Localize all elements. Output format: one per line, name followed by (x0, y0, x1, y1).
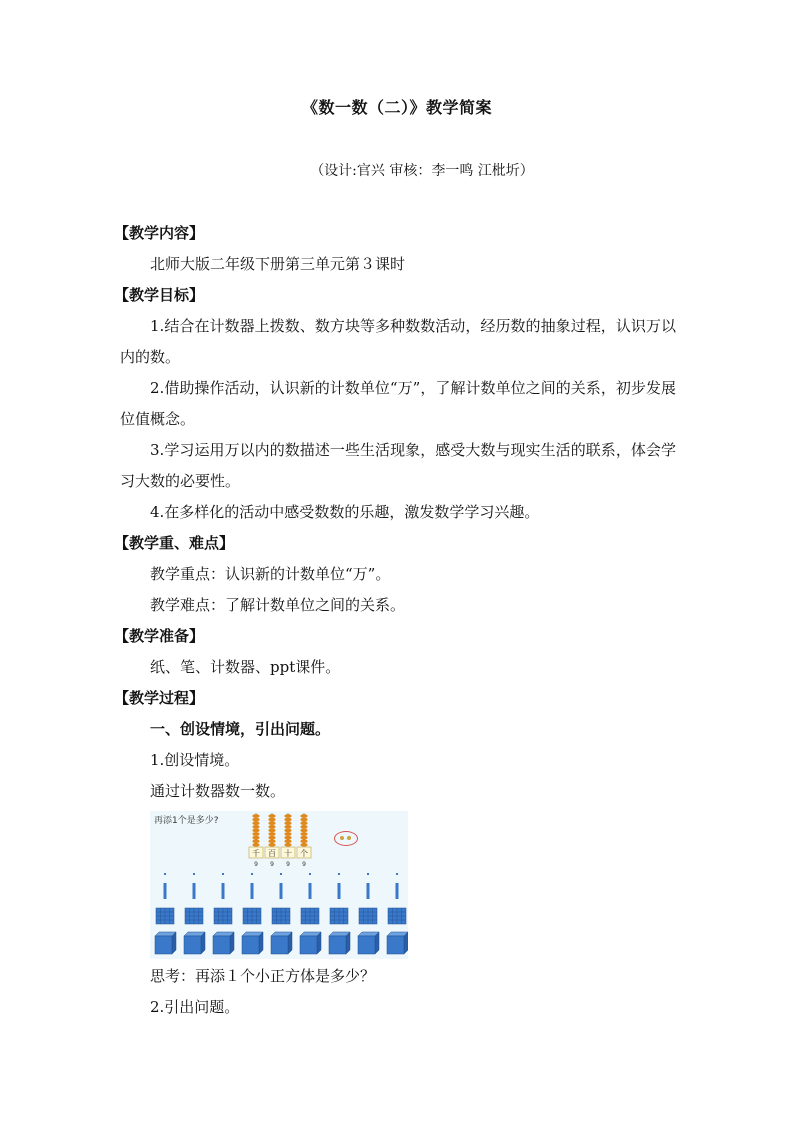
abacus-bead (300, 832, 307, 836)
abacus-bead (284, 832, 291, 836)
ten-rod (396, 883, 399, 899)
thousand-cube-side (172, 932, 176, 954)
unit-cube (280, 873, 282, 875)
abacus-bead (284, 821, 291, 825)
goal-item: 2.借助操作活动，认识新的计数单位“万”，了解计数单位之间的关系，初步发展位值概念。 (120, 379, 676, 428)
heading-content: 【 教学内容 】 (114, 218, 676, 249)
thousand-cube-side (404, 932, 408, 954)
place-label: 个 (300, 849, 308, 858)
abacus-bead (268, 839, 275, 843)
think-question: 思考：再添１个小正方体是多少？ (150, 967, 376, 985)
goal-item: 4.在多样化的活动中感受数数的乐趣，激发数学学习兴趣。 (150, 503, 540, 521)
oval-marker-icon (334, 831, 358, 846)
unit-cube (222, 873, 224, 875)
ten-rod (222, 883, 225, 899)
abacus-bead (300, 836, 307, 840)
abacus-bead (252, 825, 259, 829)
goal-item: 3.学习运用万以内的数描述一些生活现象，感受大数与现实生活的联系，体会学习大数的必要性。 (120, 441, 676, 490)
content-text: 北师大版二年级下册第三单元第３课时 (150, 255, 406, 273)
document-body (120, 218, 676, 1023)
thousand-cube-side (375, 932, 379, 954)
abacus-bead (284, 814, 291, 818)
prep-text: 纸、笔、计数器、ppt课件。 (150, 658, 341, 676)
abacus-bead (284, 836, 291, 840)
goal-item: 1.结合在计数器上拨数、数方块等多种数数活动，经历数的抽象过程，认识万以内的数。 (120, 317, 676, 366)
abacus-bead (252, 836, 259, 840)
abacus-bead (300, 825, 307, 829)
thousand-cube-front (300, 936, 317, 954)
thousand-cube-side (259, 932, 263, 954)
thousand-cube-front (329, 936, 346, 954)
abacus-bead (300, 843, 307, 847)
thousand-cube-side (346, 932, 350, 954)
ten-rod (338, 883, 341, 899)
author-credit: （设计:官兴 审核：李一鸣 江枇圻） (310, 163, 534, 179)
heading-goals: 【 教学目标 】 (114, 280, 676, 311)
abacus-bead (284, 818, 291, 822)
abacus-bead (252, 818, 259, 822)
unit-cube (164, 873, 166, 875)
counter-figure (150, 811, 408, 959)
abacus-bead (268, 818, 275, 822)
abacus-bead (300, 818, 307, 822)
difficult-point: 教学难点：了解计数单位之间的关系。 (150, 596, 406, 614)
abacus-bead (284, 829, 291, 833)
place-label: 十 (284, 849, 292, 858)
heading-keypoints: 【 教学重、难点 】 (114, 528, 676, 559)
ten-rod (251, 883, 254, 899)
abacus-bead (300, 839, 307, 843)
abacus-bead (252, 821, 259, 825)
thousand-cube-front (213, 936, 230, 954)
unit-cube (251, 873, 253, 875)
abacus-bead (268, 829, 275, 833)
page-title: 《数一数（二）》教学简案 (301, 98, 492, 117)
abacus-bead (300, 814, 307, 818)
process-item-1: 1.创设情境。 (150, 751, 240, 769)
unit-cube (309, 873, 311, 875)
abacus-bead (300, 821, 307, 825)
thousand-cube-front (242, 936, 259, 954)
thousand-cube-front (271, 936, 288, 954)
abacus-blocks-illustration (150, 811, 408, 959)
abacus-bead (252, 829, 259, 833)
unit-cube (367, 873, 369, 875)
ten-rod (193, 883, 196, 899)
heading-process: 【 教学过程 】 (114, 683, 676, 714)
ten-rod (309, 883, 312, 899)
abacus-bead (268, 832, 275, 836)
abacus-bead (284, 839, 291, 843)
process-item-1-text: 通过计数器数一数。 (150, 782, 286, 800)
unit-cube (338, 873, 340, 875)
ten-rod (280, 883, 283, 899)
process-step-1: 一、创设情境，引出问题。 (150, 720, 331, 738)
abacus-bead (284, 825, 291, 829)
thousand-cube-side (317, 932, 321, 954)
abacus-bead (268, 836, 275, 840)
heading-prep: 【 教学准备 】 (114, 621, 676, 652)
ten-rod (367, 883, 370, 899)
thousand-cube-front (387, 936, 404, 954)
thousand-cube-front (155, 936, 172, 954)
abacus-bead (268, 821, 275, 825)
place-digit: 9 (254, 861, 258, 868)
abacus-bead (252, 832, 259, 836)
abacus-bead (268, 843, 275, 847)
abacus-bead (268, 814, 275, 818)
abacus-bead (252, 843, 259, 847)
thousand-cube-side (230, 932, 234, 954)
place-digit: 9 (302, 861, 306, 868)
abacus-bead (300, 829, 307, 833)
process-item-2: 2.引出问题。 (150, 998, 240, 1016)
thousand-cube-front (358, 936, 375, 954)
abacus-bead (252, 814, 259, 818)
abacus-bead (252, 839, 259, 843)
abacus-bead (268, 825, 275, 829)
unit-cube (193, 873, 195, 875)
place-label: 千 (252, 849, 260, 858)
abacus-bead (284, 843, 291, 847)
thousand-cube-side (201, 932, 205, 954)
key-point: 教学重点：认识新的计数单位“万”。 (150, 565, 391, 583)
ten-rod (164, 883, 167, 899)
place-label: 百 (268, 849, 276, 858)
place-digit: 9 (270, 861, 274, 868)
figure-caption: 再添1个是多少? (154, 816, 219, 826)
thousand-cube-side (288, 932, 292, 954)
unit-cube (396, 873, 398, 875)
place-digit: 9 (286, 861, 290, 868)
thousand-cube-front (184, 936, 201, 954)
